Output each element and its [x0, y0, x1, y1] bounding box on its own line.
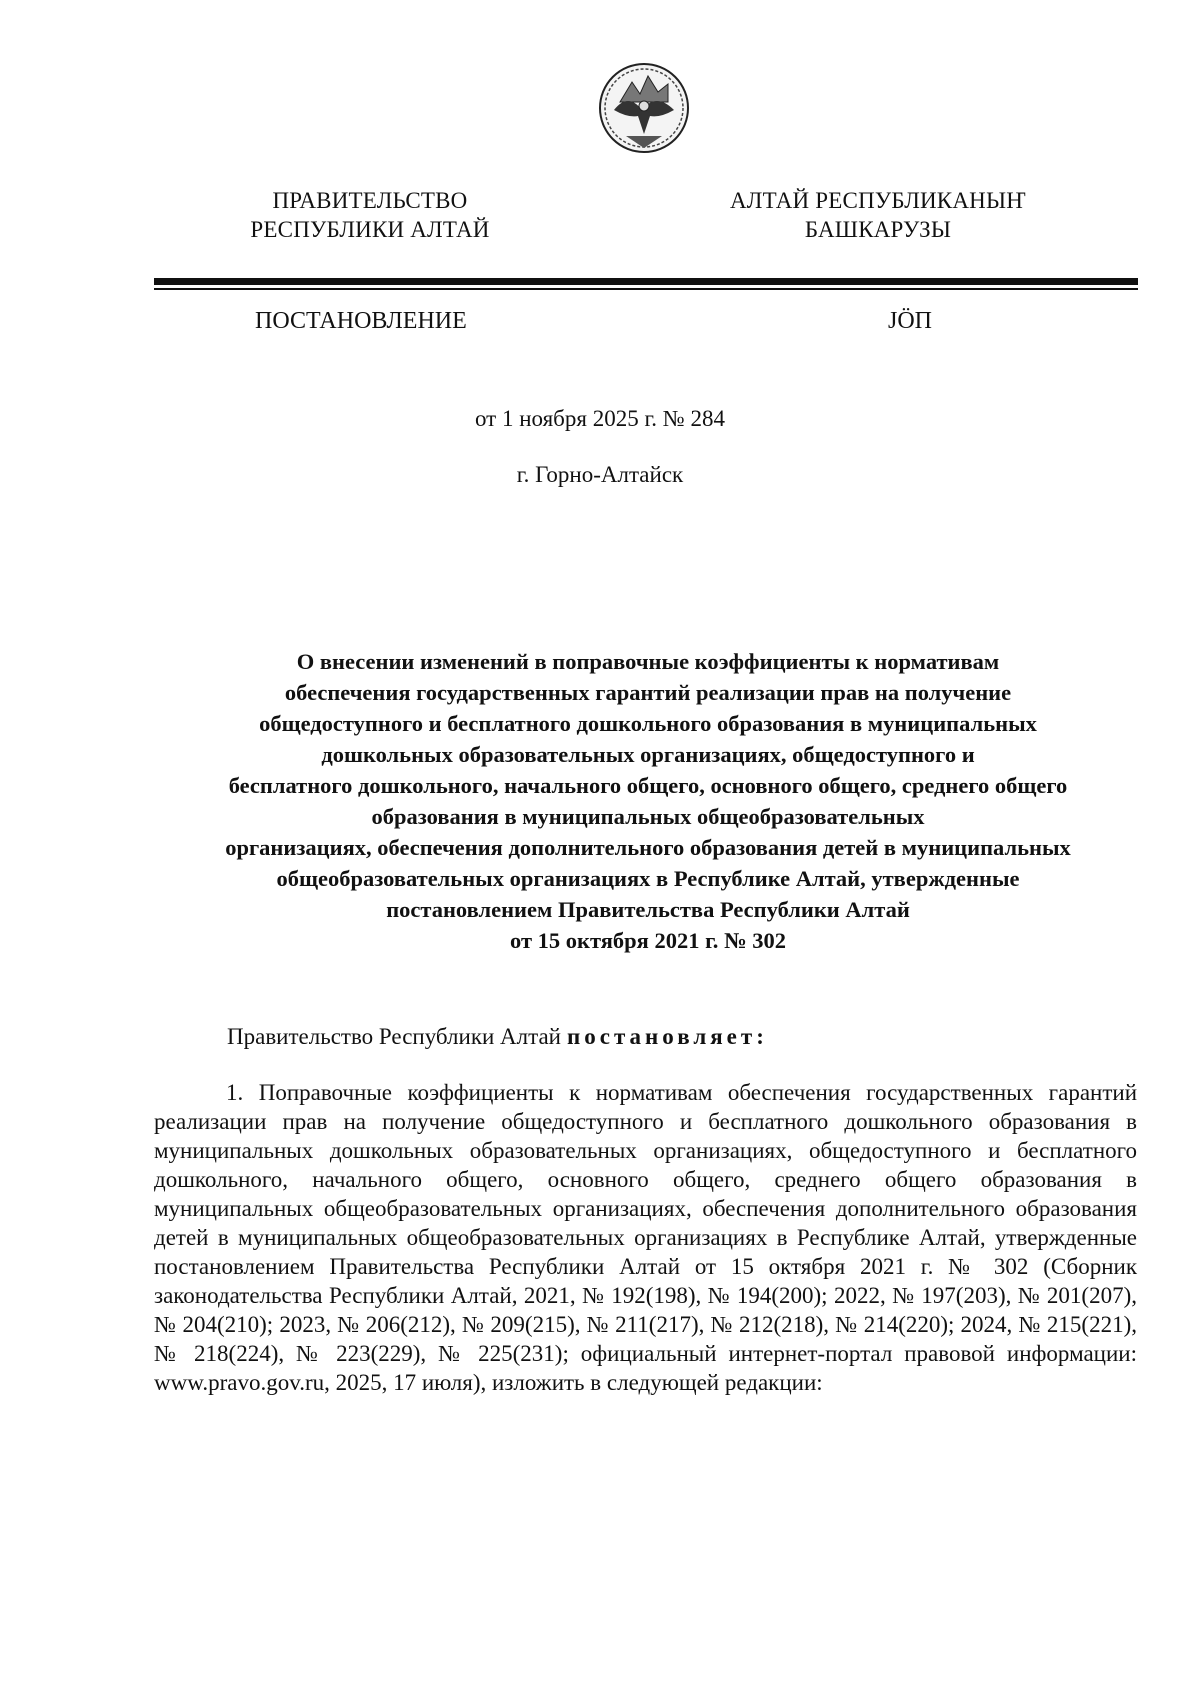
title-line: обеспечения государственных гарантий реализации прав на получение — [284, 680, 1012, 705]
coat-of-arms-emblem — [598, 62, 690, 154]
lead-text: Правительство Республики Алтай — [227, 1024, 561, 1049]
header-left-line-2: РЕСПУБЛИКИ АЛТАЙ — [250, 217, 490, 242]
lead-verb: постановляет: — [567, 1024, 768, 1049]
title-line: образования в муниципальных общеобразовательных — [371, 804, 925, 829]
decree-title — [150, 646, 1146, 956]
header-divider-thin — [154, 288, 1138, 290]
decree-date-number: от 1 ноября 2025 г. № 284 — [474, 406, 725, 431]
header-right-line-1: АЛТАЙ РЕСПУБЛИКАНЫҤ — [730, 188, 1026, 213]
paragraph-1: 1. Поправочные коэффициенты к нормативам обеспечения государственных гарантий реализации прав на получение общедоступного и бесплатного дошкольного образования в муниципальных дошкольных образовательных организациях, общедоступного и бесплатного дошкольного, начального общего, основного общего, среднего общего образования в муниципальных общеобразовательных организациях, обеспечения дополнительного образования детей в муниципальных общеобразовательных организациях в Республике Алтай, утвержденные постановлением Правительства Республики Алтай от 15 октября 2021 г. № 302 (Сборник законодательства Республики Алтай, 2021, № 192(198), № 194(200); 2022, № 197(203), № 201(207), № 204(210); 2023, № 206(212), № 209(215), № 211(217), № 212(218), № 214(220); 2024, № 215(221), № 218(224), № 223(229), № 225(231); официальный интернет-портал правовой информации: www.pravo.gov.ru, 2025, 17 июля), изложить в следующей редакции: — [154, 1080, 1137, 1395]
header-right-altai — [708, 186, 1048, 244]
decree-word-ru: ПОСТАНОВЛЕНИЕ — [255, 308, 467, 334]
header-left-ru — [200, 186, 540, 244]
decree-city: г. Горно-Алтайск — [516, 462, 684, 487]
title-line: О внесении изменений в поправочные коэффициенты к нормативам — [296, 649, 1000, 674]
decree-word-altai: JӦП — [888, 308, 933, 334]
decree-body — [154, 1078, 1137, 1397]
header-right-line-2: БАШКАРУЗЫ — [804, 217, 952, 242]
decree-lead-sentence — [227, 1022, 768, 1052]
title-line: дошкольных образовательных организациях, общедоступного и — [321, 742, 975, 767]
title-line: бесплатного дошкольного, начального общего, основного общего, среднего общего — [228, 773, 1068, 798]
title-line: организациях, обеспечения дополнительного образования детей в муниципальных — [225, 835, 1071, 860]
header-left-line-1: ПРАВИТЕЛЬСТВО — [272, 188, 468, 213]
title-line: общедоступного и бесплатного дошкольного образования в муниципальных — [259, 711, 1037, 736]
header-divider-thick — [154, 278, 1138, 285]
title-line: от 15 октября 2021 г. № 302 — [510, 928, 786, 953]
title-line: постановлением Правительства Республики Алтай — [386, 897, 910, 922]
title-line: общеобразовательных организациях в Республике Алтай, утвержденные — [276, 866, 1020, 891]
